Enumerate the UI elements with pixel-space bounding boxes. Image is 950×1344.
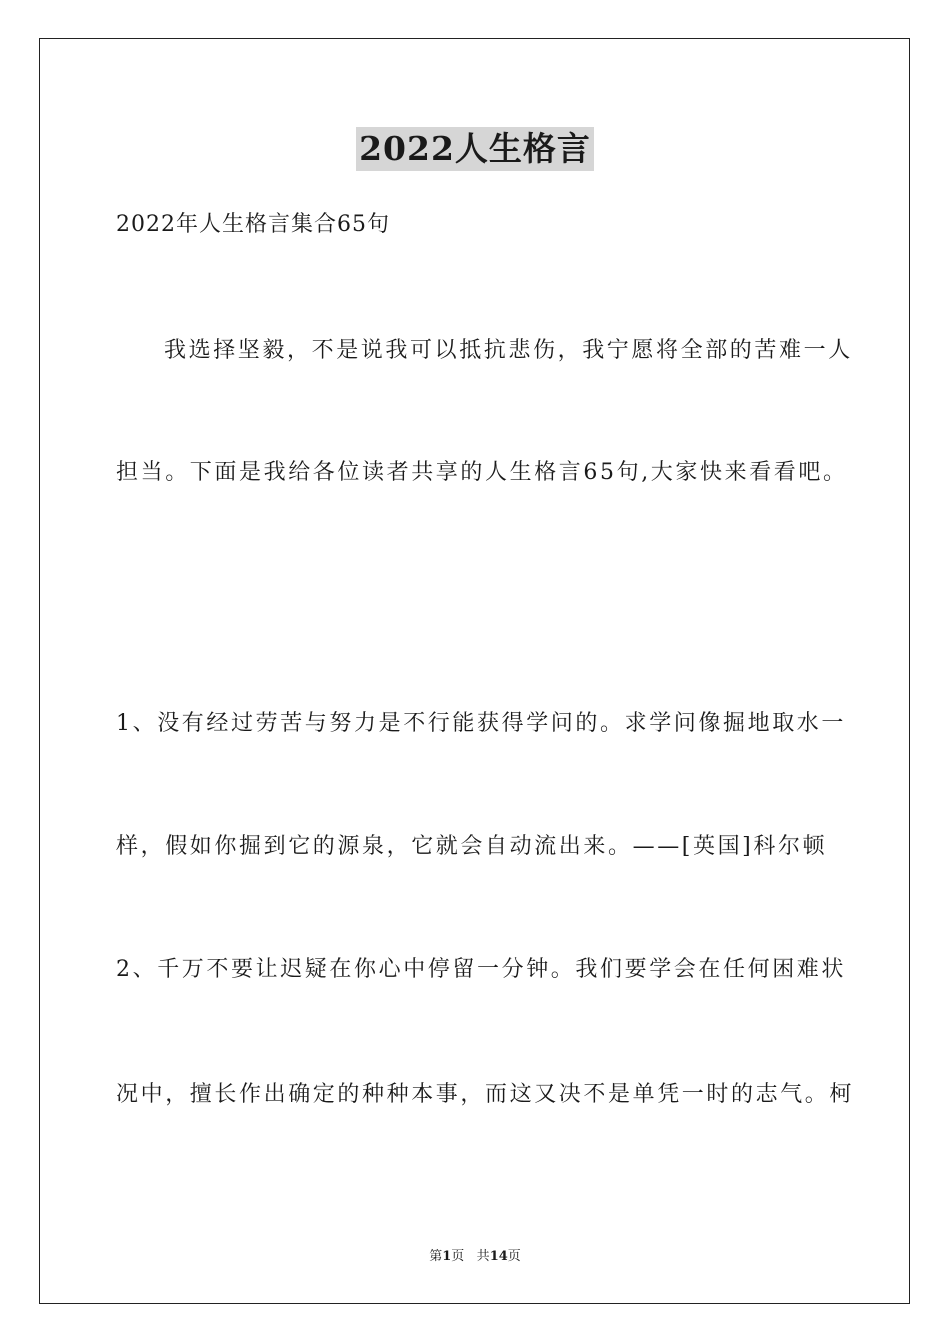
intro-line-2: 担当。下面是我给各位读者共享的人生格言65句,大家快来看看吧。: [116, 460, 848, 485]
page-total: 14: [489, 1249, 508, 1264]
page-prefix: 第: [429, 1249, 443, 1264]
page-current: 1: [442, 1249, 452, 1264]
intro-line-1: 我选择坚毅，不是说我可以抵抗悲伤，我宁愿将全部的苦难一人: [164, 338, 853, 363]
quote-line-2: 样，假如你掘到它的源泉，它就会自动流出来。——[英国]科尔顿: [116, 834, 828, 859]
page-footer: [0, 1248, 950, 1266]
document-title: 2022人生格言: [356, 127, 594, 171]
total-unit: 页: [507, 1249, 521, 1264]
quote-line-1: 1、没有经过劳苦与努力是不行能获得学问的。求学问像掘地取水一: [116, 711, 846, 736]
title-container: [0, 127, 950, 171]
quote-line-3: 2、千万不要让迟疑在你心中停留一分钟。我们要学会在任何困难状: [116, 957, 846, 982]
total-prefix: 共: [476, 1249, 490, 1264]
page-unit: 页: [451, 1249, 465, 1264]
quote-line-4: 况中，擅长作出确定的种种本事，而这又决不是单凭一时的志气。柯: [116, 1082, 855, 1107]
document-subtitle: 2022年人生格言集合65句: [116, 212, 390, 237]
